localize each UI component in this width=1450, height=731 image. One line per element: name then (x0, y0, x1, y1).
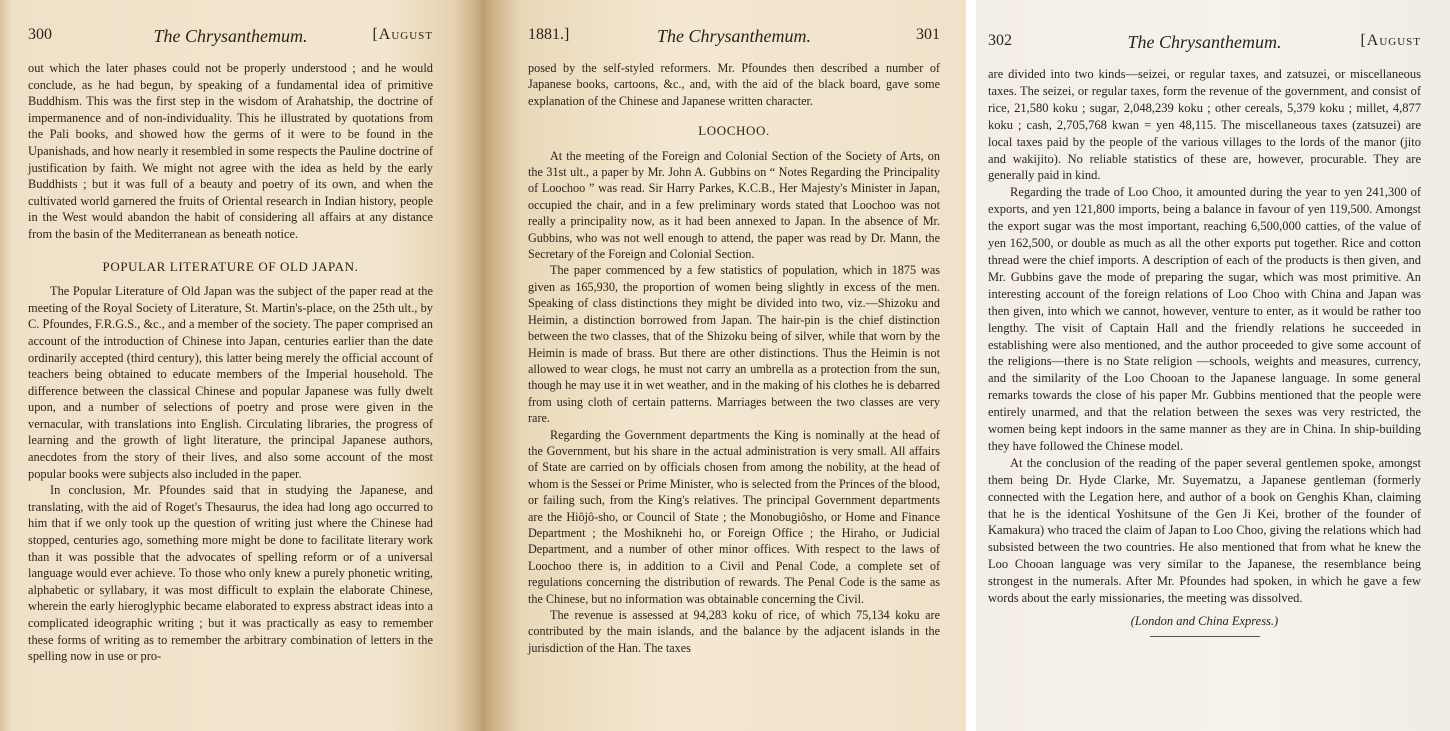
paragraph: Regarding the trade of Loo Choo, it amounted during the year to yen 241,300 of exports, and yen 121,800 imports, being a balance in favour of yen 119,500. Amongst the export sugar was the most important, reaching 6,500,000 catties, of the value of yen 162,500, or double as much as all the other exports put together. Rice and cotton thread were the chief imports. A description of each of the products is then given, and Mr. Gubbins gave the mode of preparing the sugar, which was most primitive. An interesting account of the foreign relations of Loo Choo with China and Japan was then given, into which we cannot, however, venture to enter, as it would be rather too lengthy. The visit of Captain Hall and the friendly relations he succeeded in establishing were also mentioned, and the author proceeded to give some account of the religions—there is no State religion —schools, weights and measures, currency, and the similarity of the Loo Chooan to the Japanese language. In some general remarks towards the close of his paper Mr. Gubbins mentioned that the people were entirely unarmed, and that the relation between the sexes was very restricted, the women being kept indoors in the same manner as they are in China. In ship-building they have followed the Chinese model. (988, 185, 1421, 453)
running-title: The Chrysanthemum. (1127, 32, 1282, 52)
page-302 (988, 0, 1421, 731)
running-header (988, 32, 1421, 56)
running-month: [August (372, 26, 433, 43)
paragraph: The revenue is assessed at 94,283 koku of rice, of which 75,134 koku are contributed by the main islands, and the balance by the adjacent islands in the jurisdiction of the Han. The taxes (528, 608, 940, 655)
running-header (528, 26, 940, 50)
page-body (528, 60, 940, 656)
paragraph: In conclusion, Mr. Pfoundes said that in studying the Japanese, and translating, with the aid of Roget's Thesaurus, the idea had long ago occurred to him that if we only took up the question of writing just where the Chinese had stopped, centuries ago, something more might be done to facilitate literary work than it was possible that the advocates of spelling reform or of a universal language would ever achieve. To those who only knew a purely phonetic writing, alphabetic or syllabary, it was most difficult to explain the elaborate Chinese, wherein the early hieroglyphic became elaborated to express abstract ideas into a complicated ideographic writing ; but it was practically as easy to remember these forms of writing as to remember the arbitrary combination of letters in the spelling now in use or pro- (28, 483, 433, 664)
paragraph: are divided into two kinds—seizei, or regular taxes, and zatsuzei, or miscellaneous taxes. The seizei, or regular taxes, form the revenue of the government, and consist of rice, 21,580 koku ; sugar, 2,048,239 koku ; other cereals, 5,379 koku ; millet, 4,877 koku ; cash, 2,705,768 kwan = yen 48,115. The miscellaneous taxes (zatsuzei) are local taxes paid by the people of the various villages to the lords of the manor (jito and wakijito). No reliable statistics of these are, however, procurable. They are generally paid in kind. (988, 67, 1421, 183)
page-300 (28, 0, 433, 731)
page-body (28, 60, 433, 665)
paragraph: Regarding the Government departments the King is nominally at the head of the Government, but his share in the actual administration is very small. All affairs of State are carried on by officials chosen from among the nobility, at the head of whom is the Sessei or Prime Minister, who is selected from the Princes of the blood, or failing such, from the King's relatives. The principal Government departments are the Hiôjô-sho, or Council of State ; the Monobugiôsho, or Home and Finance Department ; the Moshiknehi ho, or Foreign Office ; the Hiraho, or Judicial Department, and a number of other minor offices. With respect to the laws of Loochoo there is, in addition to a Civil and Penal Code, a complete set of regulations concerning the distribution of rewards. The Penal Code is the same as the Chinese, but no information was obtainable concerning the Civil. (528, 427, 940, 606)
section-heading: POPULAR LITERATURE OF OLD JAPAN. (102, 258, 359, 274)
left-page-edge (0, 0, 12, 731)
paragraph: out which the later phases could not be properly understood ; and he would conclude, as he had begun, by speaking of a fundamental idea of primitive Buddhism. This was the first step in the wisdom of Arahatship, the doctrine of impermanence and of non-individuality. This he illustrated by quotations from the Pali books, and showed how the germs of it were to be found in the Upanishads, and how nearly it resembled in some respects the Pauline doctrine of justification by faith. We might not agree with the idea as held by the early Buddhists ; but it was full of a beauty and poetry of its own, and when the cultivated world garnered the fruits of Oriental research in Indian history, people in the West would abandon the habit of considering all affairs at any distance from the basin of the Mediterranean as beneath notice. (28, 61, 433, 241)
section-heading: LOOCHOO. (698, 123, 770, 139)
single-page (976, 0, 1450, 731)
running-title: The Chrysanthemum. (153, 26, 308, 46)
closing-rule (1150, 636, 1260, 637)
page-301 (528, 0, 940, 731)
running-month: [August (1360, 32, 1421, 49)
page-body (988, 66, 1421, 637)
page-number: 300 (28, 26, 52, 43)
paragraph: posed by the self-styled reformers. Mr. Pfoundes then described a number of Japanese books, cartoons, &c., and, with the aid of the black board, gave some explanation of the Chinese and Japanese written character. (528, 61, 940, 108)
paragraph: The paper commenced by a few statistics of population, which in 1875 was given as 165,930, the proportion of women being slightly in excess of the men. Speaking of class distinctions they might be divided into two, viz.—Shizoku and Heimin, a distinction borrowed from Japan. The hair-pin is the chief distinction between the two classes, that of the Shizoku being of silver, while that worn by the Heimin is made of brass. But there are other distinctions. Thus the Heimin is not allowed to wear clogs, he must not carry an umbrella as a protection from the sun, though he may use it in wet weather, and in the making of his clothes he is debarred from using cloth of certain patterns. Marriages between the two classes are very rare. (528, 263, 940, 426)
running-header (28, 26, 433, 50)
page-number: 302 (988, 32, 1012, 49)
running-year: 1881.] (528, 26, 570, 43)
running-title: The Chrysanthemum. (657, 26, 811, 46)
paragraph: At the conclusion of the reading of the paper several gentlemen spoke, amongst them being Dr. Hyde Clarke, Mr. Suyematzu, a Japanese gentleman (formerly connected with the Legation here, and author of a book on Genghis Khan, claiming that he is the identical Yoshitsune of the Gen Ji Kei, brother of the founder of Kamakura) who traced the claim of Japan to Loo Choo, giving the relations which had subsisted between the two countries. He also mentioned that from what he knew the Loo Chooan language was very similar to the Japanese, the resemblance being strongest in the numerals. After Mr. Pfoundes had spoken, in which he gave a few words about the early missionaries, the meeting was dissolved. (988, 455, 1421, 606)
paragraph: At the meeting of the Foreign and Colonial Section of the Society of Arts, on the 31st ult., a paper by Mr. John A. Gubbins on “ Notes Regarding the Principality of Loochoo ” was read. Sir Harry Parkes, K.C.B., Her Majesty's Minister in Japan, occupied the chair, and in a few preliminary words stated that Loochoo was not really a principality now, as it had been annexed to Japan. In the absence of Mr. Gubbins, who was not well enough to attend, the paper was read by Dr. Mann, the Secretary of the Foreign and Colonial Section. (528, 148, 940, 262)
paragraph: The Popular Literature of Old Japan was the subject of the paper read at the meeting of the Royal Society of Literature, St. Martin's-place, on the 25th ult., by C. Pfoundes, F.R.G.S., &c., and a member of the society. The paper comprised an account of the introduction of Chinese into Japan, centuries earlier than the date ordinarily accepted (third century), this latter being merely the official account of teachers being obtained to educate members of the Imperial household. The difference between the classical Chinese and popular Japanese was fully dwelt upon, and a number of selections of poetry and prose were given in the vernacular, with translations into English. Circulating libraries, the progress of learning and the growth of light literature, the principal Japanese authors, anecdotes from the story of their lives, and also some account of the most popular books were subjects also included in the paper. (28, 284, 433, 481)
source-citation: (London and China Express.) (1130, 614, 1279, 628)
page-number: 301 (916, 26, 940, 43)
